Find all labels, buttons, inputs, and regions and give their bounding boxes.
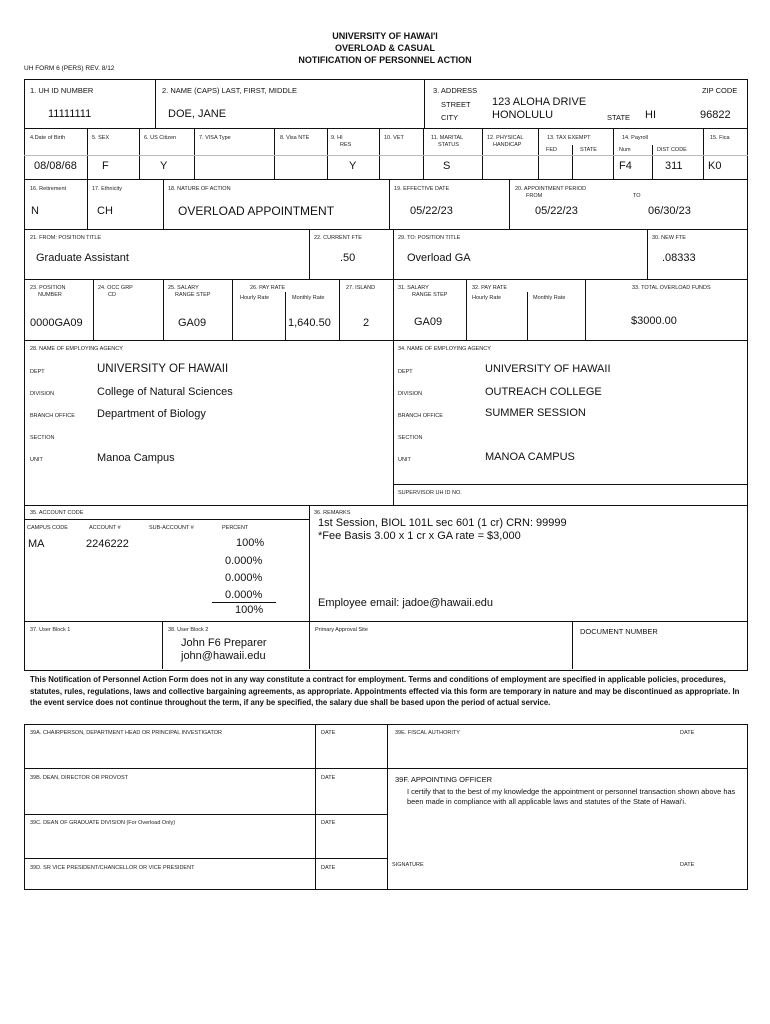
to-unit-label: UNIT xyxy=(398,457,411,463)
form-frame xyxy=(24,79,748,671)
grid-line xyxy=(379,128,380,179)
remarks-label: 36. REMARKS xyxy=(314,510,351,516)
payroll-num-value: F4 xyxy=(619,160,632,172)
grid-line xyxy=(93,279,94,340)
percent-value: 0.000% xyxy=(225,572,263,584)
preparer-name: John F6 Preparer xyxy=(181,637,267,649)
from-agency-label: 28. NAME OF EMPLOYING AGENCY xyxy=(30,346,123,352)
retirement-label: 16. Retirement xyxy=(30,186,67,192)
grid-line xyxy=(527,292,528,340)
nature-value: OVERLOAD APPOINTMENT xyxy=(178,204,335,218)
signature-label: SIGNATURE xyxy=(392,862,424,868)
to-dept-value: UNIVERSITY OF HAWAII xyxy=(485,363,611,375)
dist-code-value: 311 xyxy=(665,160,683,172)
supervisor-label: SUPERVISOR UH ID NO. xyxy=(398,490,462,496)
grid-line xyxy=(24,505,748,506)
from-branch-value: Department of Biology xyxy=(97,408,206,420)
sig-39b-label: 39B. DEAN, DIRECTOR OR PROVOST xyxy=(30,775,129,781)
grid-line xyxy=(424,79,425,128)
sig-39e-date: DATE xyxy=(680,730,695,736)
hi-res-value: Y xyxy=(349,160,357,172)
grid-line xyxy=(389,179,390,229)
payroll-num-label: Num xyxy=(619,147,631,153)
hourly-rate-label: Hourly Rate xyxy=(240,295,270,301)
branch-label: BRANCH OFFICE xyxy=(30,413,75,419)
street-value: 123 ALOHA DRIVE xyxy=(492,96,587,108)
sig-39a-label: 39A. CHAIRPERSON, DEPARTMENT HEAD OR PRINCIPAL INVESTIGATOR xyxy=(30,730,223,736)
grid-line xyxy=(393,484,748,485)
salary-value: GA09 xyxy=(178,317,207,329)
percent-value: 100% xyxy=(236,537,265,549)
new-fte-value: .08333 xyxy=(662,252,696,264)
user-block2-label: 38. User Block 2 xyxy=(168,627,209,633)
current-fte-value: .50 xyxy=(340,252,356,264)
monthly-rate-value: 1,640.50 xyxy=(288,317,331,329)
salary-label: 25. SALARY xyxy=(168,285,199,291)
citizen-label: 6. US Citizen xyxy=(144,135,177,141)
grid-line xyxy=(613,128,614,179)
hi-res-label-2: RES xyxy=(340,142,352,148)
effective-date-value: 05/22/23 xyxy=(410,205,453,217)
account-number-value: 2246222 xyxy=(86,538,129,550)
sig-39e-label: 39E. FISCAL AUTHORITY xyxy=(395,730,460,736)
grid-line xyxy=(327,128,328,179)
to-salary-label-2: RANGE STEP xyxy=(412,292,448,298)
account-code-label: 35. ACCOUNT CODE xyxy=(30,510,84,516)
grid-line xyxy=(87,128,88,179)
dob-value: 08/08/68 xyxy=(34,160,77,172)
grid-line xyxy=(24,155,748,156)
grid-line xyxy=(24,621,748,622)
header-line1: UNIVERSITY OF HAWAI'I xyxy=(332,31,438,41)
from-title-label: 21. FROM: POSITION TITLE xyxy=(30,235,102,241)
grid-line xyxy=(212,602,276,603)
grid-line xyxy=(24,229,748,230)
sub-account-label: SUB-ACCOUNT # xyxy=(149,525,194,531)
division-label: DIVISION xyxy=(30,391,55,397)
header-line3: NOTIFICATION OF PERSONNEL ACTION xyxy=(298,55,472,65)
grid-line xyxy=(24,858,388,859)
to-title-value: Overload GA xyxy=(407,252,471,264)
to-dept-label: DEPT xyxy=(398,369,413,375)
visa-type-label: 7. VISA Type xyxy=(199,135,231,141)
grid-line xyxy=(163,179,164,229)
from-unit-value: Manoa Campus xyxy=(97,452,175,464)
grid-line xyxy=(538,128,539,179)
retirement-value: N xyxy=(31,205,39,217)
grid-line xyxy=(139,128,140,179)
grid-line xyxy=(24,128,748,129)
grid-line xyxy=(393,340,394,505)
salary-label-2: RANGE STEP xyxy=(175,292,211,298)
vet-label: 10. VET xyxy=(384,135,404,141)
campus-code-value: MA xyxy=(28,538,45,550)
period-from-value: 05/22/23 xyxy=(535,205,578,217)
grid-line xyxy=(24,279,748,280)
ethnicity-value: CH xyxy=(97,205,113,217)
period-label: 20. APPOINTMENT PERIOD xyxy=(515,186,587,192)
grid-line xyxy=(232,279,233,340)
sig-39d-date: DATE xyxy=(321,865,336,871)
document-number-label: DOCUMENT NUMBER xyxy=(580,627,658,636)
period-to-value: 06/30/23 xyxy=(648,205,691,217)
tax-state-label: STATE xyxy=(580,147,597,153)
state-value: HI xyxy=(645,109,656,121)
grid-line xyxy=(24,519,309,520)
grid-line xyxy=(274,128,275,179)
city-value: HONOLULU xyxy=(492,109,554,121)
to-salary-value: GA09 xyxy=(414,316,443,328)
approval-site-label: Primary Approval Site xyxy=(315,627,368,633)
to-monthly-rate-label: Monthly Rate xyxy=(533,295,566,301)
from-division-value: College of Natural Sciences xyxy=(97,386,233,398)
current-fte-label: 22. CURRENT FTE xyxy=(314,235,362,241)
grid-line xyxy=(339,279,340,340)
street-label: STREET xyxy=(441,100,471,109)
grid-line xyxy=(572,145,573,179)
name-label: 2. NAME (CAPS) LAST, FIRST, MIDDLE xyxy=(162,86,298,95)
name-value: DOE, JANE xyxy=(168,108,227,120)
to-agency-label: 34. NAME OF EMPLOYING AGENCY xyxy=(398,346,491,352)
remarks-line2: *Fee Basis 3.00 x 1 cr x GA rate = $3,000 xyxy=(318,530,521,542)
grid-line xyxy=(24,814,388,815)
zip-label: ZIP CODE xyxy=(702,86,738,95)
sig-39a-date: DATE xyxy=(321,730,336,736)
grid-line xyxy=(393,279,394,340)
to-hourly-rate-label: Hourly Rate xyxy=(472,295,502,301)
dist-code-label: DIST CODE xyxy=(657,147,687,153)
uh-id-value: 11111111 xyxy=(48,108,92,120)
physical-label-2: HANDICAP xyxy=(493,142,522,148)
grid-line xyxy=(24,340,748,341)
to-unit-value: MANOA CAMPUS xyxy=(485,451,575,463)
fica-label: 15. Fica xyxy=(710,135,730,141)
to-branch-value: SUMMER SESSION xyxy=(485,407,586,419)
grid-line xyxy=(652,145,653,179)
tax-label: 13. TAX EXEMPT xyxy=(547,135,591,141)
from-dept-value: UNIVERSITY OF HAWAII xyxy=(97,363,229,375)
user-block1-label: 37. User Block 1 xyxy=(30,627,71,633)
new-fte-label: 30. NEW FTE xyxy=(652,235,686,241)
island-label: 27. ISLAND xyxy=(346,285,376,291)
period-to-label: TO xyxy=(633,193,641,199)
grid-line xyxy=(387,724,388,889)
sig-39f-label: 39F. APPOINTING OFFICER xyxy=(395,775,493,784)
pay-rate-label: 26. PAY RATE xyxy=(250,285,286,291)
city-label: CITY xyxy=(441,113,459,122)
citizen-value: Y xyxy=(160,160,168,172)
grid-line xyxy=(24,768,748,769)
grid-line xyxy=(285,292,286,340)
marital-label: 11. MARITAL xyxy=(431,135,464,141)
grid-line xyxy=(647,229,648,279)
certify-text: I certify that to the best of my knowledge the appointment or personnel transaction shown above has been made in compliance with all applicable laws and statutes of the State of Hawai'i. xyxy=(407,787,736,806)
grid-line xyxy=(572,621,573,669)
to-division-label: DIVISION xyxy=(398,391,423,397)
sig-39b-date: DATE xyxy=(321,775,336,781)
section-label: SECTION xyxy=(30,435,55,441)
grid-line xyxy=(423,128,424,179)
nature-label: 18. NATURE OF ACTION xyxy=(168,186,231,192)
occ-group-label: 24. OCC GRP xyxy=(98,285,133,291)
sig-39d-label: 39D. SR VICE PRESIDENT/CHANCELLOR OR VICE PRESIDENT xyxy=(30,865,195,871)
grid-line xyxy=(703,128,704,179)
from-title-value: Graduate Assistant xyxy=(36,252,129,264)
physical-label: 12. PHYSICAL xyxy=(487,135,524,141)
dept-label: DEPT xyxy=(30,369,45,375)
period-from-label: FROM xyxy=(526,193,543,199)
zip-value: 96822 xyxy=(700,109,731,121)
grid-line xyxy=(482,128,483,179)
percent-total: 100% xyxy=(235,604,264,616)
account-number-label: ACCOUNT # xyxy=(89,525,121,531)
tax-fed-label: FED xyxy=(546,147,557,153)
campus-code-label: CAMPUS CODE xyxy=(27,525,68,531)
percent-value: 0.000% xyxy=(225,555,263,567)
to-branch-label: BRANCH OFFICE xyxy=(398,413,443,419)
sig-39c-label: 39C. DEAN OF GRADUATE DIVISION (For Overload Only) xyxy=(30,820,176,826)
fica-value: K0 xyxy=(708,160,722,172)
grid-line xyxy=(466,279,467,340)
grid-line xyxy=(87,179,88,229)
grid-line xyxy=(24,179,748,180)
grid-line xyxy=(309,229,310,279)
grid-line xyxy=(194,128,195,179)
grid-line xyxy=(585,279,586,340)
ethnicity-label: 17. Ethnicity xyxy=(92,186,122,192)
monthly-rate-label: Monthly Rate xyxy=(292,295,325,301)
unit-label: UNIT xyxy=(30,457,43,463)
sex-value: F xyxy=(102,160,109,172)
percent-label: PERCENT xyxy=(222,525,249,531)
uh-id-label: 1. UH ID NUMBER xyxy=(30,86,94,95)
state-label: STATE xyxy=(607,113,631,122)
marital-label-2: STATUS xyxy=(438,142,459,148)
notice-text: This Notification of Personnel Action Form does not in any way constitute a contract for employment. Terms and conditions of employment are specified in applicable policies, procedures, statutes, rules, regulations, laws and collective bargaining agreements, as appropriate. Appointments effected via this form are temporary in nature and may be discontinued as appropriate. In the event service does not continue throughout the term, if any be specified, the salary due shall be based upon the period of actual service. xyxy=(30,675,740,707)
dob-label: 4.Date of Birth xyxy=(30,135,66,141)
address-label: 3. ADDRESS xyxy=(433,86,478,95)
remarks-line1: 1st Session, BIOL 101L sec 601 (1 cr) CRN: 99999 xyxy=(318,517,567,529)
to-salary-label: 31. SALARY xyxy=(398,285,429,291)
sig-39f-date: DATE xyxy=(680,862,695,868)
position-number-label: 23. POSITION xyxy=(30,285,66,291)
position-number-label-2: NUMBER xyxy=(38,292,62,298)
form-id: UH FORM 6 (PERS) REV. 8/12 xyxy=(24,65,115,72)
grid-line xyxy=(163,279,164,340)
hi-res-label: 9. HI xyxy=(331,135,343,141)
payroll-label: 14. Payroll xyxy=(622,135,648,141)
effective-date-label: 19. EFFECTIVE DATE xyxy=(394,186,450,192)
visa-nte-label: 8. Visa NTE xyxy=(280,135,310,141)
marital-value: S xyxy=(443,160,451,172)
overload-funds-label: 33. TOTAL OVERLOAD FUNDS xyxy=(632,285,711,291)
grid-line xyxy=(509,179,510,229)
sex-label: 5. SEX xyxy=(92,135,110,141)
occ-group-label-2: CD xyxy=(108,292,116,298)
to-section-label: SECTION xyxy=(398,435,423,441)
header-line2: OVERLOAD & CASUAL xyxy=(334,43,435,53)
grid-line xyxy=(315,724,316,889)
percent-value: 0.000% xyxy=(225,589,263,601)
grid-line xyxy=(393,229,394,279)
to-title-label: 29. TO: POSITION TITLE xyxy=(398,235,461,241)
remarks-email: Employee email: jadoe@hawaii.edu xyxy=(318,597,494,609)
sig-39c-date: DATE xyxy=(321,820,336,826)
grid-line xyxy=(155,79,156,128)
grid-line xyxy=(162,621,163,669)
to-pay-rate-label: 32. PAY RATE xyxy=(472,285,508,291)
grid-line xyxy=(309,505,310,669)
preparer-email: john@hawaii.edu xyxy=(181,650,266,662)
position-number-value: 0000GA09 xyxy=(30,317,83,329)
island-value: 2 xyxy=(363,317,370,329)
overload-funds-value: $3000.00 xyxy=(631,315,677,327)
to-division-value: OUTREACH COLLEGE xyxy=(485,386,602,398)
